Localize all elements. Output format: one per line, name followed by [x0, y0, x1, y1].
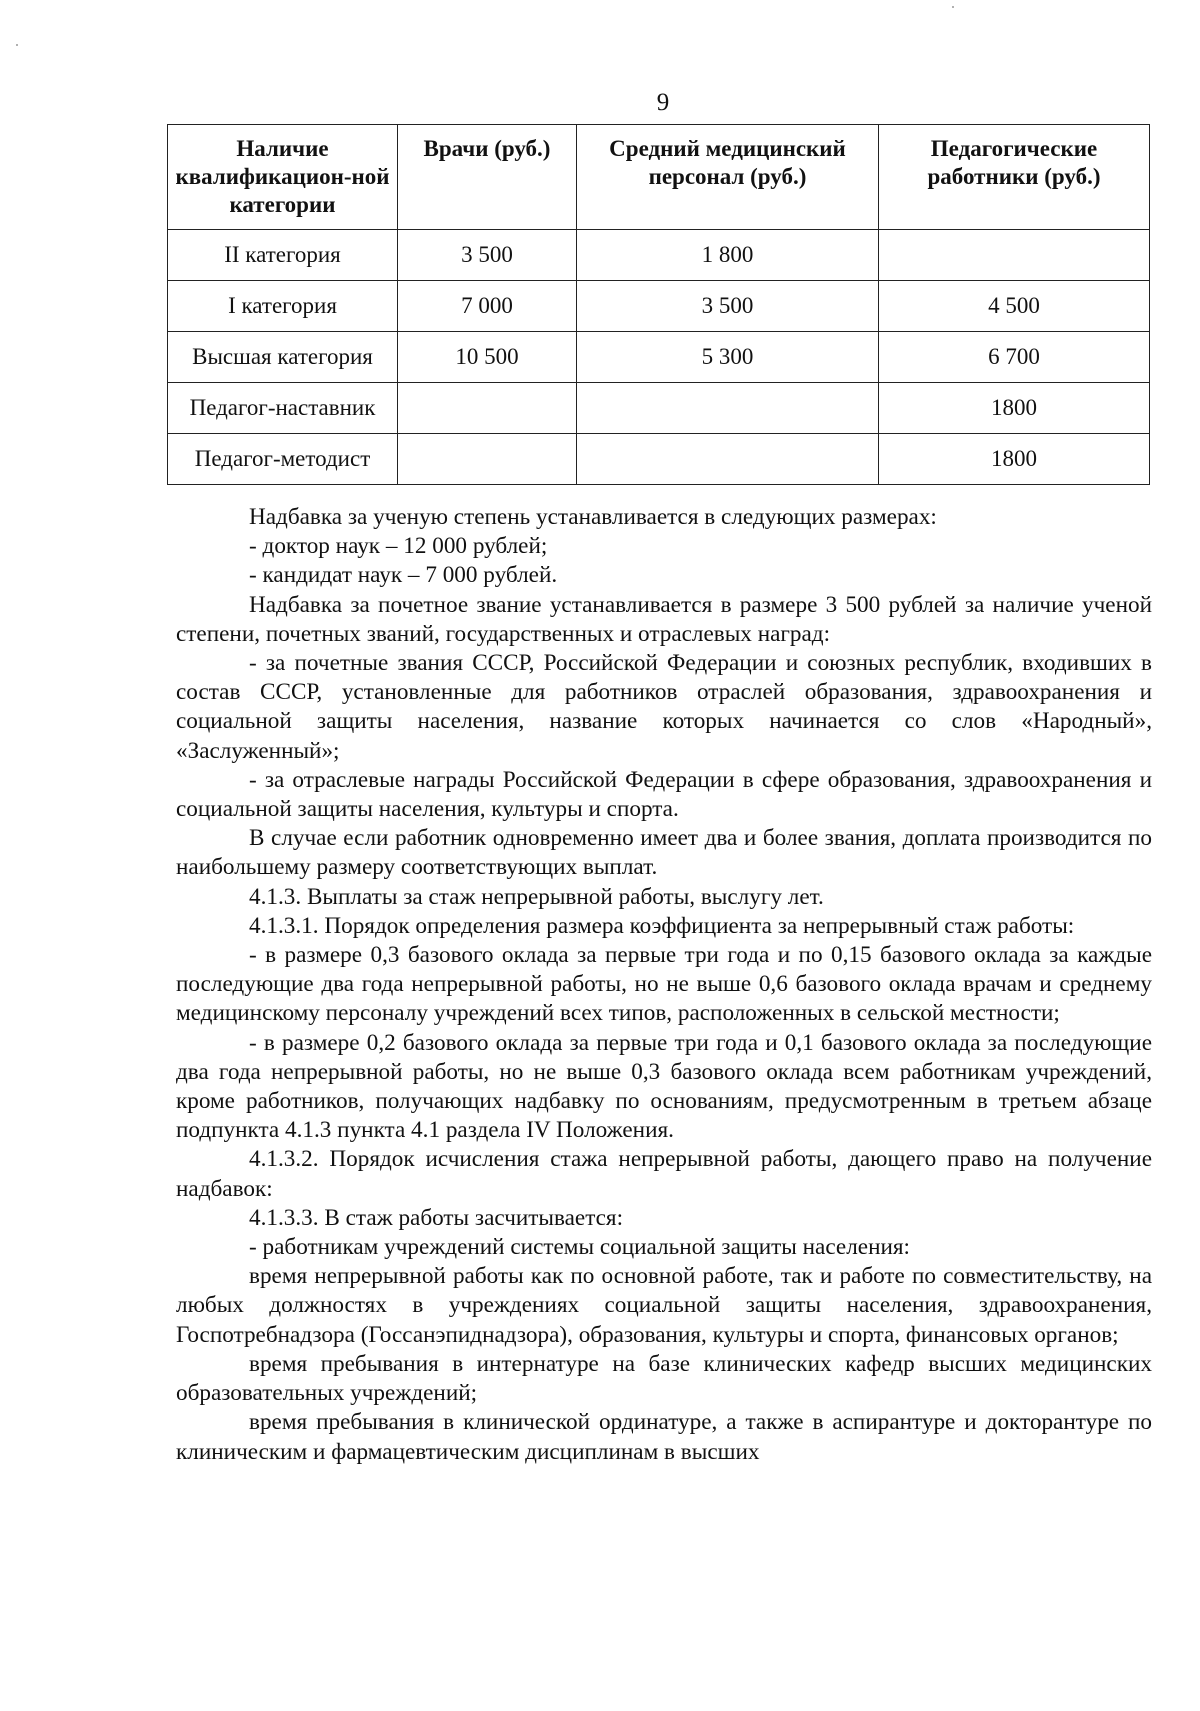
paragraph: В случае если работник одновременно имеет два и более звания, доплата производится по наибольшему размеру соответствующих выплат. — [176, 825, 1152, 881]
list-item: - за отраслевые награды Российской Федерации в сфере образования, здравоохранения и социальной защиты населения, культуры и спорта. — [176, 766, 1152, 823]
header-nursing-staff: Средний медицинский персонал (руб.) — [577, 125, 879, 230]
subsection-heading: 4.1.3.2. Порядок исчисления стажа непрерывной работы, дающего право на получение надбавок: — [176, 1146, 1152, 1202]
subsection-heading: 4.1.3.1. Порядок определения размера коэффициента за непрерывный стаж работы: — [249, 912, 1075, 939]
table-cell: 10 500 — [398, 332, 577, 383]
paragraph: Надбавка за ученую степень устанавливается в следующих размерах: — [249, 504, 937, 530]
list-item: - работникам учреждений системы социальной защиты населения: — [249, 1234, 910, 1261]
table-cell: Педагог-наставник — [168, 383, 398, 434]
table-cell: 1800 — [879, 434, 1150, 485]
list-item: - доктор наук – 12 000 рублей; — [249, 533, 548, 560]
scan-speck — [16, 44, 18, 46]
table-row — [168, 383, 1150, 434]
table-cell — [398, 434, 577, 485]
table-cell: II категория — [168, 230, 398, 281]
table-cell: 1800 — [879, 383, 1150, 434]
table-cell: 6 700 — [879, 332, 1150, 383]
subsection-heading: 4.1.3.3. В стаж работы засчитывается: — [249, 1204, 624, 1231]
table-cell — [577, 434, 879, 485]
table-cell: 7 000 — [398, 281, 577, 332]
scan-speck — [952, 6, 954, 8]
qualification-table-container — [167, 124, 1149, 485]
header-teachers: Педагогические работники (руб.) — [879, 125, 1150, 230]
table-cell: 4 500 — [879, 281, 1150, 332]
list-item: - в размере 0,2 базового оклада за первые три года и 0,1 базового оклада за последующие два года непрерывной работы, но не выше 0,3 базового оклада всем работникам учреждений, кроме работников, получающих надбавку по основаниям, предусмотренным в третьем абзаце подпункта 4.1.3 пункта 4.1 раздела IV Положения. — [176, 1029, 1152, 1144]
paragraph: время непрерывной работы как по основной работе, так и работе по совместительству, на любых должностях в учреждениях социальной защиты населения, здравоохранения, Госпотребнадзора (Госсанэпиднадзора), образования, культуры и спорта, финансовых органов; — [176, 1263, 1152, 1348]
table-cell: 3 500 — [398, 230, 577, 281]
paragraph: время пребывания в интернатуре на базе клинических кафедр высших медицинских образовательных учреждений; — [176, 1350, 1152, 1407]
table-cell: Педагог-методист — [168, 434, 398, 485]
table-cell — [577, 383, 879, 434]
list-item: - кандидат наук – 7 000 рублей. — [249, 562, 558, 589]
document-body — [176, 503, 1152, 1467]
page-number: 9 — [656, 89, 670, 116]
table-cell: I категория — [168, 281, 398, 332]
table-cell: 1 800 — [577, 230, 879, 281]
list-item: - за почетные звания СССР, Российской Федерации и союзных республик, входивших в состав СССР, установленные для работников отраслей образования, здравоохранения и социальной защиты населения, название которых начинается со слов «Народный», «Заслуженный»; — [176, 650, 1152, 764]
header-qualification-category: Наличие квалификацион-ной категории — [168, 125, 398, 230]
paragraph: время пребывания в клинической ординатуре, а также в аспирантуре и докторантуре по клиническим и фармацевтическим дисциплинам в высших — [176, 1409, 1152, 1465]
table-cell — [398, 383, 577, 434]
table-header-row — [168, 125, 1150, 230]
table-row — [168, 434, 1150, 485]
paragraph: Надбавка за почетное звание устанавливается в размере 3 500 рублей за наличие ученой степени, почетных званий, государственных и отраслевых наград: — [176, 591, 1152, 647]
table-row — [168, 332, 1150, 383]
table-cell: 3 500 — [577, 281, 879, 332]
table-row — [168, 281, 1150, 332]
table-cell — [879, 230, 1150, 281]
qualification-category-table — [167, 124, 1150, 485]
section-heading: 4.1.3. Выплаты за стаж непрерывной работы, выслугу лет. — [249, 883, 824, 910]
table-row — [168, 230, 1150, 281]
header-doctors: Врачи (руб.) — [398, 125, 577, 230]
list-item: - в размере 0,3 базового оклада за первые три года и по 0,15 базового оклада за каждые последующие два года непрерывной работы, но не выше 0,6 базового оклада врачам и среднему медицинскому персоналу учреждений всех типов, расположенных в сельской местности; — [176, 942, 1152, 1027]
table-cell: 5 300 — [577, 332, 879, 383]
table-cell: Высшая категория — [168, 332, 398, 383]
